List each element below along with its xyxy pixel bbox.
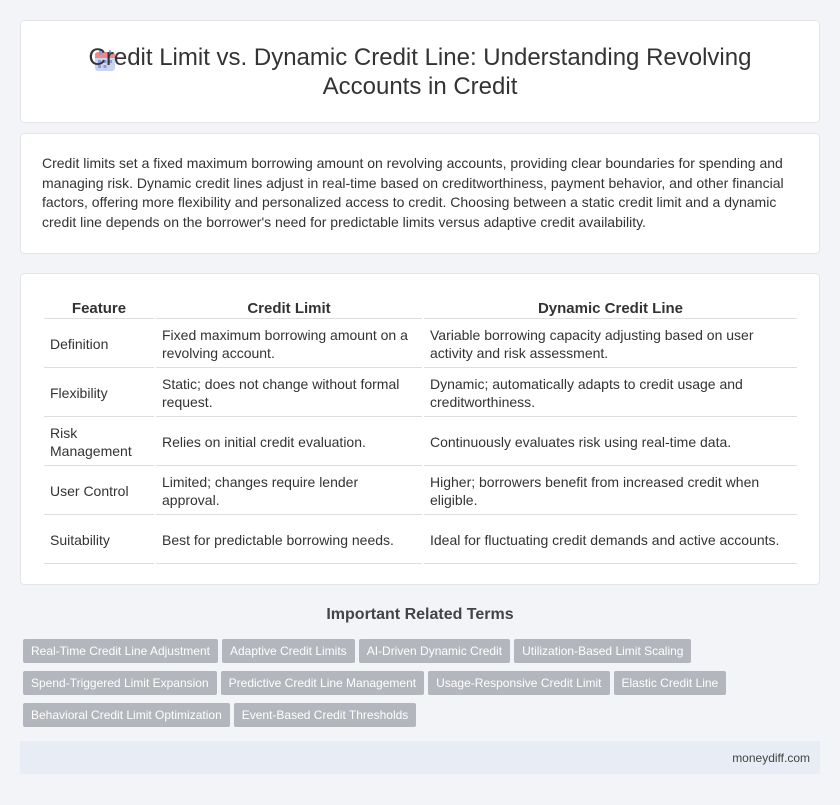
cell-feature: Flexibility: [44, 370, 154, 417]
related-term-tag[interactable]: Elastic Credit Line: [614, 671, 727, 695]
header-credit-limit: Credit Limit: [156, 297, 422, 319]
comparison-table: [42, 295, 799, 566]
table-row: [44, 370, 797, 417]
header-feature: Feature: [44, 297, 154, 319]
related-term-tag[interactable]: Behavioral Credit Limit Optimization: [23, 703, 230, 727]
cell-credit-limit: Relies on initial credit evaluation.: [156, 419, 422, 466]
header-dynamic-credit-line: Dynamic Credit Line: [424, 297, 797, 319]
tag-row: [23, 639, 823, 671]
related-term-tag[interactable]: Usage-Responsive Credit Limit: [428, 671, 609, 695]
related-terms-tags: [23, 639, 823, 735]
related-terms-title: Important Related Terms: [326, 606, 514, 623]
table-row: [44, 517, 797, 564]
intro-paragraph: Credit limits set a fixed maximum borrowing amount on revolving accounts, providing clear boundaries for spending and managing risk. Dynamic credit lines adjust in real-time based on creditworthiness, payment behavior, and other financial factors, offering more flexibility and personalized access to credit. Choosing between a static credit limit and a dynamic credit line depends on the borrower's need for predictable limits versus adaptive credit availability.: [42, 155, 784, 230]
table-header-row: [44, 297, 797, 319]
title-wrap: [21, 43, 819, 101]
cell-dynamic-credit-line: Higher; borrowers benefit from increased credit when eligible.: [424, 468, 797, 515]
related-term-tag[interactable]: Real-Time Credit Line Adjustment: [23, 639, 218, 663]
cell-dynamic-credit-line: Variable borrowing capacity adjusting based on user activity and risk assessment.: [424, 321, 797, 368]
cell-credit-limit: Fixed maximum borrowing amount on a revolving account.: [156, 321, 422, 368]
header-card: [20, 20, 820, 123]
page-title: Credit Limit vs. Dynamic Credit Line: Understanding Revolving Accounts in Credit: [88, 44, 752, 100]
comparison-card: [20, 273, 820, 585]
cell-credit-limit: Best for predictable borrowing needs.: [156, 517, 422, 564]
cell-dynamic-credit-line: Continuously evaluates risk using real-time data.: [424, 419, 797, 466]
table-row: [44, 468, 797, 515]
cell-credit-limit: Limited; changes require lender approval.: [156, 468, 422, 515]
cell-feature: User Control: [44, 468, 154, 515]
related-term-tag[interactable]: Predictive Credit Line Management: [221, 671, 424, 695]
related-term-tag[interactable]: AI-Driven Dynamic Credit: [359, 639, 510, 663]
related-term-tag[interactable]: Utilization-Based Limit Scaling: [514, 639, 691, 663]
intro-card: [20, 133, 820, 254]
footer-site-name: moneydiff.com: [732, 751, 810, 765]
tag-row: [23, 703, 823, 735]
cell-feature: Definition: [44, 321, 154, 368]
cell-feature: Suitability: [44, 517, 154, 564]
cell-dynamic-credit-line: Ideal for fluctuating credit demands and active accounts.: [424, 517, 797, 564]
cell-dynamic-credit-line: Dynamic; automatically adapts to credit usage and creditworthiness.: [424, 370, 797, 417]
table-row: [44, 321, 797, 368]
related-term-tag[interactable]: Event-Based Credit Thresholds: [234, 703, 417, 727]
cell-credit-limit: Static; does not change without formal request.: [156, 370, 422, 417]
related-term-tag[interactable]: Adaptive Credit Limits: [222, 639, 355, 663]
tag-row: [23, 671, 823, 703]
related-term-tag[interactable]: Spend-Triggered Limit Expansion: [23, 671, 217, 695]
table-row: [44, 419, 797, 466]
cell-feature: Risk Management: [44, 419, 154, 466]
footer: [20, 741, 820, 774]
